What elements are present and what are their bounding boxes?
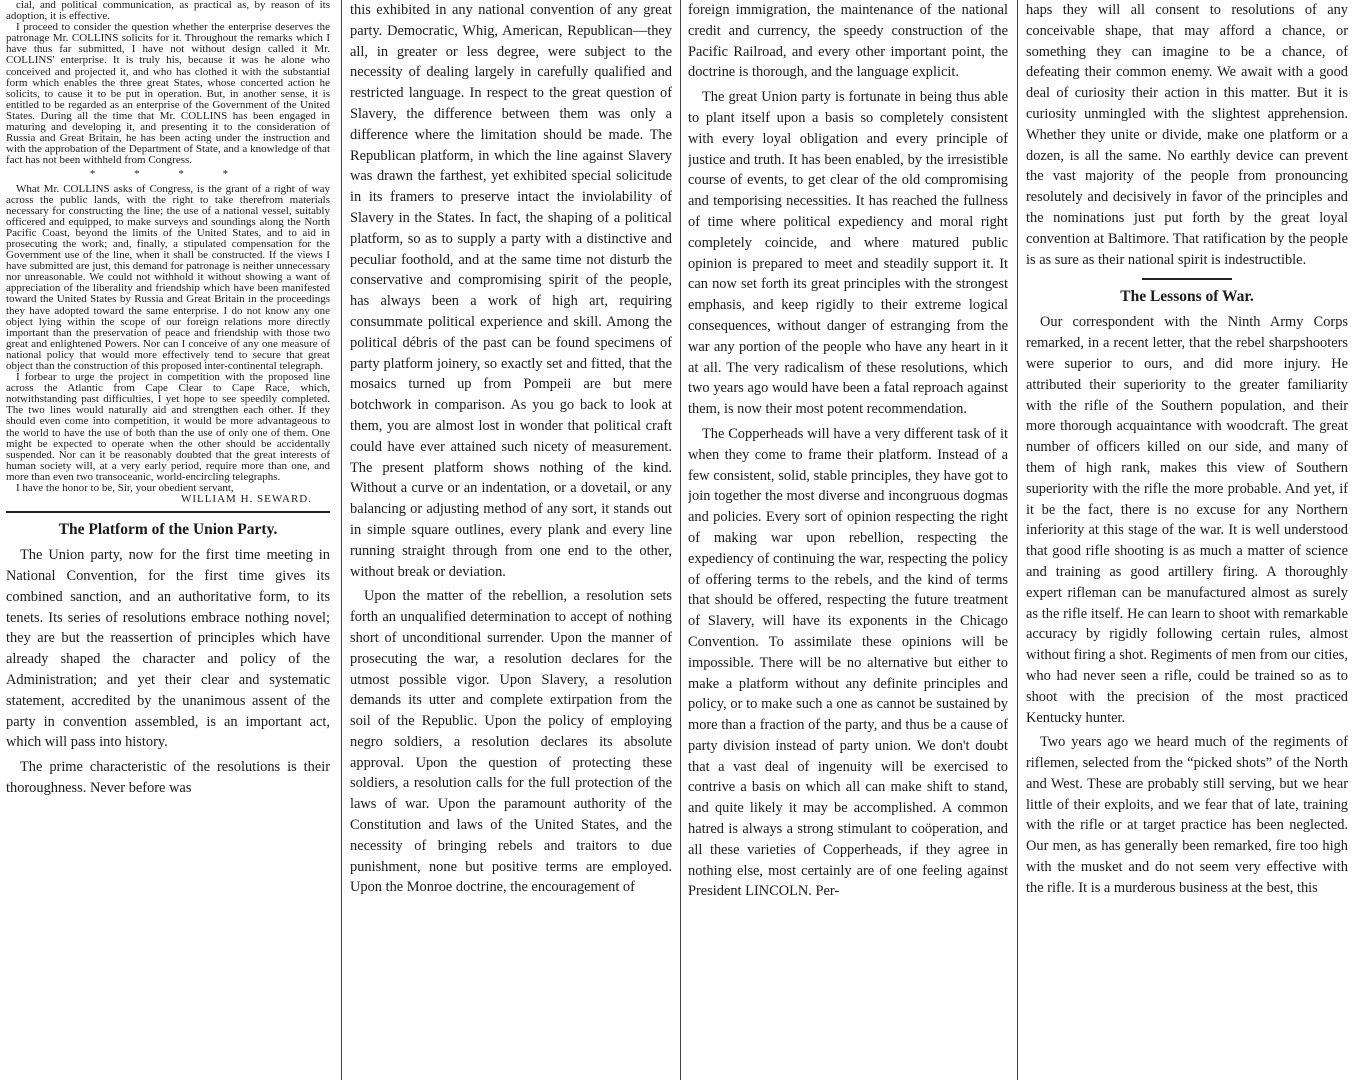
article-paragraph: this exhibited in any national convention of any great party. Democratic, Whig, American, Republican—they all, in greater or less degree, were subject to the necessity of dealing largely in carefully qualified and restricted language. In respect to the great question of Slavery, the difference between them was only a difference where the limitation should be made. The Republican platform, in which the line against Slavery was drawn the farthest, yet exhibited special solicitude in its framers to preserve intact the inviolability of Slavery in the States. In fact, the shaping of a political platform, so as to supply a party with a distinctive and peculiar foothold, and at the same time not disturb the conservative and compromising spirit of the people, has always been a work of high art, requiring consummate political experience and skill. Among the political débris of the past can be found specimens of party platform joinery, so exactly set and fitted, that the mosaics turned up from Pompeii are but mere botchwork in comparison. As you go back to look at them, you are almost lost in wonder that political craft could have ever attained such nicety of measurement. The present platform shows nothing of the kind. Without a curve or an indentation, or a dovetail, or any balancing or adjusting method of any sort, it stands out in simple square outlines, every plank and every line running straight through from one end to the other, without break or deviation. xyxy=(350,2,672,580)
article-paragraph: Two years ago we heard much of the regiments of riflemen, selected from the “picked shots” of the North and West. These are probably still serving, but we hear little of their exploits, and we fear that of late, training with the rifle or at target practice has been neglected. Our men, as has generally been remarked, fire too high with the musket and do not seem very effective with the rifle. It is a murderous business at the best, this xyxy=(1026,734,1348,896)
article-paragraph: The prime characteristic of the resolutions is their thoroughness. Never before was xyxy=(6,759,330,796)
article-divider xyxy=(6,511,330,513)
column-rule xyxy=(680,0,681,1080)
column-1 xyxy=(6,0,330,1080)
article-paragraph: Upon the matter of the rebellion, a resolution sets forth an unqualified determination to accept of nothing short of unconditional surrender. Upon the manner of prosecuting the war, a resolution declares for the utmost possible vigor. Upon Slavery, a resolution demands its utter and complete extirpation from the soil of the Republic. Upon the policy of employing negro soldiers, a resolution declares its absolute approval. Upon the question of protecting these soldiers, a resolution calls for the full protection of the laws of war. Upon the paramount authority of the Constitution and laws of the United States, and the necessity of bringing rebels and traitors to due punishment, none but positive terms are employed. Upon the Monroe doctrine, the encouragement of xyxy=(350,588,672,896)
article-body xyxy=(350,0,672,898)
article-body xyxy=(1026,312,1348,898)
column-rule xyxy=(1017,0,1018,1080)
article-title: The Platform of the Union Party. xyxy=(58,521,278,539)
column-4 xyxy=(1026,0,1348,1080)
letter-paragraph: What Mr. COLLINS asks of Congress, is the grant of a right of way across the public lands, with the right to take therefrom materials necessary for constructing the line; the use of a national vessel, suitably officered and equipped, to make surveys and soundings along the North Pacific Coast, beyond the limits of the United States, and to aid in prosecuting the work; and, finally, a stipulated compensation for the Government use of the line, when it shall be constructed. If the views I have submitted are just, this demand for patronage is neither unnecessary nor unreasonable. We could not withhold it without showing a want of appreciation of the liberality and friendship which have been manifested toward the United States by Russia and Great Britain in the proceedings they have adopted toward the same enterprise. I do not know any one object lying within the scope of our foreign relations more directly important than the preservation of peace and friendship with those two great and enlightened Powers. Nor can I conceive of any one measure of national policy that would more effectively tend to secure that great object than the construction of this proposed inter-continental telegraph. xyxy=(6,182,330,372)
letter-paragraph: I forbear to urge the project in competition with the proposed line across the Atlantic from Cape Clear to Cape Race, which, notwithstanding past difficulties, I yet hope to see speedily completed. The two lines would naturally aid and strengthen each other. If they should even come into competition, it would be more advantageous to the world to have the use of both than the use of only one of them. One might be expected to operate when the other should be accidentally suspended. Nor can it be reasonably doubted that the great interests of human society will, at a very early period, require more than one, and more than even two transoceanic, world-encircling telegraphs. xyxy=(6,371,330,483)
article-divider xyxy=(1142,278,1232,280)
column-2 xyxy=(350,0,672,1080)
article-paragraph: haps they will all consent to resolutions of any conceivable shape, that may afford a chance, or something they can imagine to be a chance, of defeating their common enemy. We await with a good deal of curiosity their action in this matter. But it is curiosity unmingled with the slightest apprehension. Whether they unite or divide, make one platform or a dozen, is all the same. No earthly device can prevent the vast majority of the people from pronouncing resolutely and decisively in favor of the principles and the nominations just put forth by the great loyal convention at Baltimore. That ratification by the people is as sure as their national spirit is indestructible. xyxy=(1026,2,1348,268)
column-3 xyxy=(688,0,1008,1080)
column-rule xyxy=(341,0,342,1080)
article-paragraph: Our correspondent with the Ninth Army Corps remarked, in a recent letter, that the rebel sharpshooters were superior to ours, and did more injury. He attributed their superiority to the greater familiarity with the rifle of the Southern population, and their more thorough acquaintance with woodcraft. The great number of officers killed on our side, and many of them of high rank, makes this view of Southern superiority with the rifle the more probable. And yet, if it be the fact, there is no excuse for any Northern inferiority at this stage of the war. It is well understood that good rifle shooting is as much a matter of science and training as good artillery firing. A thoroughly expert rifleman can be manufactured almost as surely as the rifle itself. He can learn to shoot with remarkable accuracy by rigidly following certain rules, almost without firing a shot. Regiments of men from our cities, who had never seen a rifle, could be trained so as to shoot with the precision of the most practiced Kentucky hunter. xyxy=(1026,314,1348,726)
article-body xyxy=(1026,0,1348,270)
article-title: The Lessons of War. xyxy=(1120,288,1254,306)
letter-closing: I have the honor to be, Sir, your obedient servant, xyxy=(16,482,234,495)
article-paragraph: The Copperheads will have a very different task of it when they come to frame their platform. Instead of a few consistent, solid, stable principles, they have got to join together the most diverse and incongruous dogmas and policies. Every sort of opinion respecting the right of making war upon rebellion, respecting the expediency of continuing the war, respecting the policy of offering terms to the rebels, and the kind of terms that should be offered, respecting the future treatment of Slavery, will have its exponents in the Chicago Convention. To assimilate these opinions will be impossible. There will be no alternative but either to make a platform without any definite principles and policy, or to make such a one as cannot be sustained by more than a fraction of the party, and thus be a cause of party division instead of party union. We don't doubt that a vast deal of ingenuity will be exercised to contrive a basis on which all can make shift to stand, and quite likely it may be accomplished. A common hatred is always a strong stimulant to coöperation, and all these varieties of Copperheads, if they agree in nothing else, most certainly are of one feeling against President LINCOLN. Per- xyxy=(688,425,1008,900)
article-body xyxy=(688,0,1008,902)
letter-paragraph: I proceed to consider the question whether the enterprise deserves the patronage Mr. COLLINS solicits for it. Throughout the remarks which I have thus far submitted, I have not without design called it Mr. COLLINS' enterprise. It is truly his, because it was he alone who conceived and projected it, and who has clothed it with the substantial form which enables the three great States, whose concerted action he solicits, to cause it to be put in operation. But, in another sense, it is entitled to be regarded as an enterprise of the Government of the United States. During all the time that Mr. COLLINS has been engaged in maturing and developing it, and presenting it to the consideration of Russia and Great Britain, he has been acting under the instruction and with the approbation of the Department of State, and a knowledge of that fact has not been withheld from Congress. xyxy=(6,21,330,167)
letter-paragraph: cial, and political communication, as practical as, by reason of its adoption, it is effective. xyxy=(6,0,330,23)
article-body xyxy=(6,545,330,799)
article-paragraph: The Union party, now for the first time meeting in National Convention, for the first time gives its combined sanction, and an authoritative form, to its tenets. Its series of resolutions embrace nothing novel; they are but the reassertion of principles which have already shaped the character and policy of the Administration; and yet their clear and systematic statement, accredited by the unanimous assent of the party in convention assembled, is an important act, which will pass into history. xyxy=(6,547,330,751)
seward-letter xyxy=(6,0,330,505)
letter-signature: WILLIAM H. SEWARD. xyxy=(180,493,312,506)
article-paragraph: foreign immigration, the maintenance of the national credit and currency, the speedy construction of the Pacific Railroad, and every other important point, the doctrine is thorough, and the language explicit. xyxy=(688,2,1008,81)
article-paragraph: The great Union party is fortunate in being thus able to plant itself upon a basis so completely consistent with every loyal obligation and every principle of justice and truth. It has been enabled, by the irresistible course of events, to get clear of the old compromising and temporising necessities. It has reached the fullness of time where political expediency and moral right completely coincide, and where matured public opinion is prepared to meet and steadily support it. It can now set forth its great principles with the strongest emphasis, and keep rigidly to their extreme logical consequences, without danger of estranging from the war any portion of the people who have any heart in it at all. The very radicalism of these resolutions, which two years ago would have been a fatal reproach against them, is now their most potent recommendation. xyxy=(688,89,1008,418)
section-break-stars: * * * * xyxy=(89,168,247,181)
